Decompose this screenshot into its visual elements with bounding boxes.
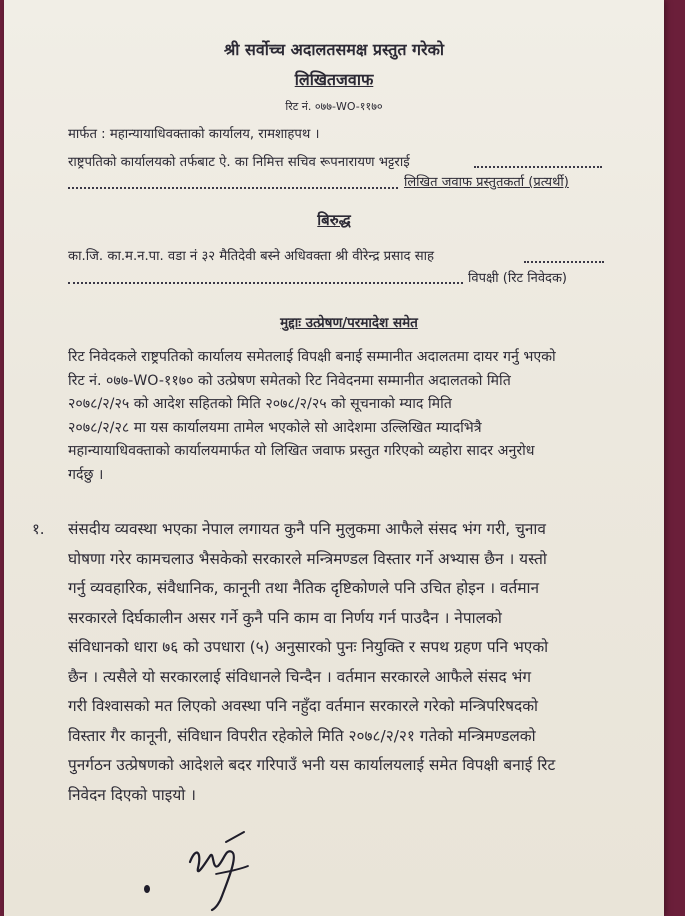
writ-reference: रिट नं. ०७७-WO-११७० — [285, 100, 383, 113]
document-page — [4, 0, 664, 916]
intro-line: रिट नं. ०७७-WO-११७० को उत्प्रेषण समेतको रिट निवेदनमा सम्मानीत अदालतको मिति — [68, 372, 511, 389]
intro-paragraph — [68, 346, 664, 487]
handwritten-signature-icon — [182, 822, 262, 912]
petitioner-role: विपक्षी (रिट निवेदक) — [468, 271, 568, 286]
intro-line: २०७८/२/२५ को आदेश सहितको मिति २०७८/२/२५ को सूचनाको म्याद मिति — [68, 396, 452, 412]
point-line: संविधानको धारा ७६ को उपधारा (५) अनुसारको पुनः नियुक्ति र सपथ ग्रहण पनि भएको — [68, 638, 549, 656]
dotted-leader — [524, 261, 604, 263]
document-title: श्री सर्वोच्च अदालतसमक्ष प्रस्तुत गरेको — [223, 40, 445, 59]
point-line: छैन । त्यसैले यो सरकारलाई संविधानले चिन्दैन । वर्तमान सरकारले आफैले संसद भंग — [68, 667, 532, 686]
intro-line: रिट निवेदकले राष्ट्रपतिको कार्यालय समेतलाई विपक्षी बनाई सम्मानीत अदालतमा दायर गर्नु भएको — [68, 349, 556, 365]
versus-heading: बिरुद्ध — [317, 211, 351, 229]
respondent-role: लिखित जवाफ प्रस्तुतकर्ता (प्रत्यर्थी) — [404, 175, 569, 190]
point-line: गरी विश्वासको मत लिएको अवस्था पनि नहुँदा वर्तमान सरकारले गरेको मन्त्रिपरिषदको — [68, 697, 539, 715]
petitioner-line: का.जि. का.म.न.पा. वडा नं ३२ मैतिदेवी बस्ने अधिवक्ता श्री वीरेन्द्र प्रसाद साह — [68, 249, 435, 264]
dotted-leader — [68, 187, 398, 189]
point-line: निवेदन दिएको पाइयो । — [68, 785, 196, 804]
respondent-line: राष्ट्रपतिको कार्यालयको तर्फबाट ऐ. का निमित्त सचिव रूपनारायण भट्टराई — [68, 155, 410, 170]
point-line: घोषणा गरेर कामचलाउ भैसकेको सरकारले मन्त्रिमण्डल विस्तार गर्ने अभ्यास छैन । यस्तो — [68, 549, 547, 568]
via-office-line: मार्फत : महान्यायाधिवक्ताको कार्यालय, रामशाहपथ । — [68, 127, 320, 142]
intro-line: महान्यायाधिवक्ताको कार्यालयमार्फत यो लिखित जवाफ प्रस्तुत गरिएको व्यहोरा सादर अनुरोध — [68, 443, 535, 459]
subject-heading: मुद्दाः उत्प्रेषण/परमादेश समेत — [280, 315, 418, 331]
point-line: संसदीय व्यवस्था भएका नेपाल लगायत कुनै पनि मुलुकमा आफैले संसद भंग गरी, चुनाव — [68, 520, 546, 538]
intro-line: २०७८/२/२८ मा यस कार्यालयमा तामेल भएकोले सो आदेशमा उल्लिखित म्यादभित्रै — [68, 419, 482, 436]
point-paragraph — [68, 515, 664, 810]
document-subtitle: लिखितजवाफ — [294, 70, 374, 89]
point-line: गर्नु व्यवहारिक, संवैधानिक, कानूनी तथा नैतिक दृष्टिकोणले पनि उचित होइन । वर्तमान — [68, 579, 540, 597]
dotted-leader — [68, 282, 463, 284]
point-line: सरकारले दिर्घकालीन असर गर्ने कुनै पनि काम वा निर्णय गर्न पाउदैन । नेपालको — [68, 608, 502, 627]
point-line: विस्तार गैर कानूनी, संविधान विपरीत रहेकोले मिति २०७८/२/२१ गतेको मन्त्रिमण्डलको — [68, 726, 536, 745]
point-number: १. — [32, 520, 45, 538]
intro-line: गर्दछु । — [68, 466, 104, 483]
dotted-leader — [474, 166, 602, 168]
point-line: पुनर्गठन उत्प्रेषणको आदेशले बदर गरिपाउँ भनी यस कार्यालयलाई समेत विपक्षी बनाई रिट — [68, 756, 556, 774]
ink-dot — [144, 885, 150, 893]
